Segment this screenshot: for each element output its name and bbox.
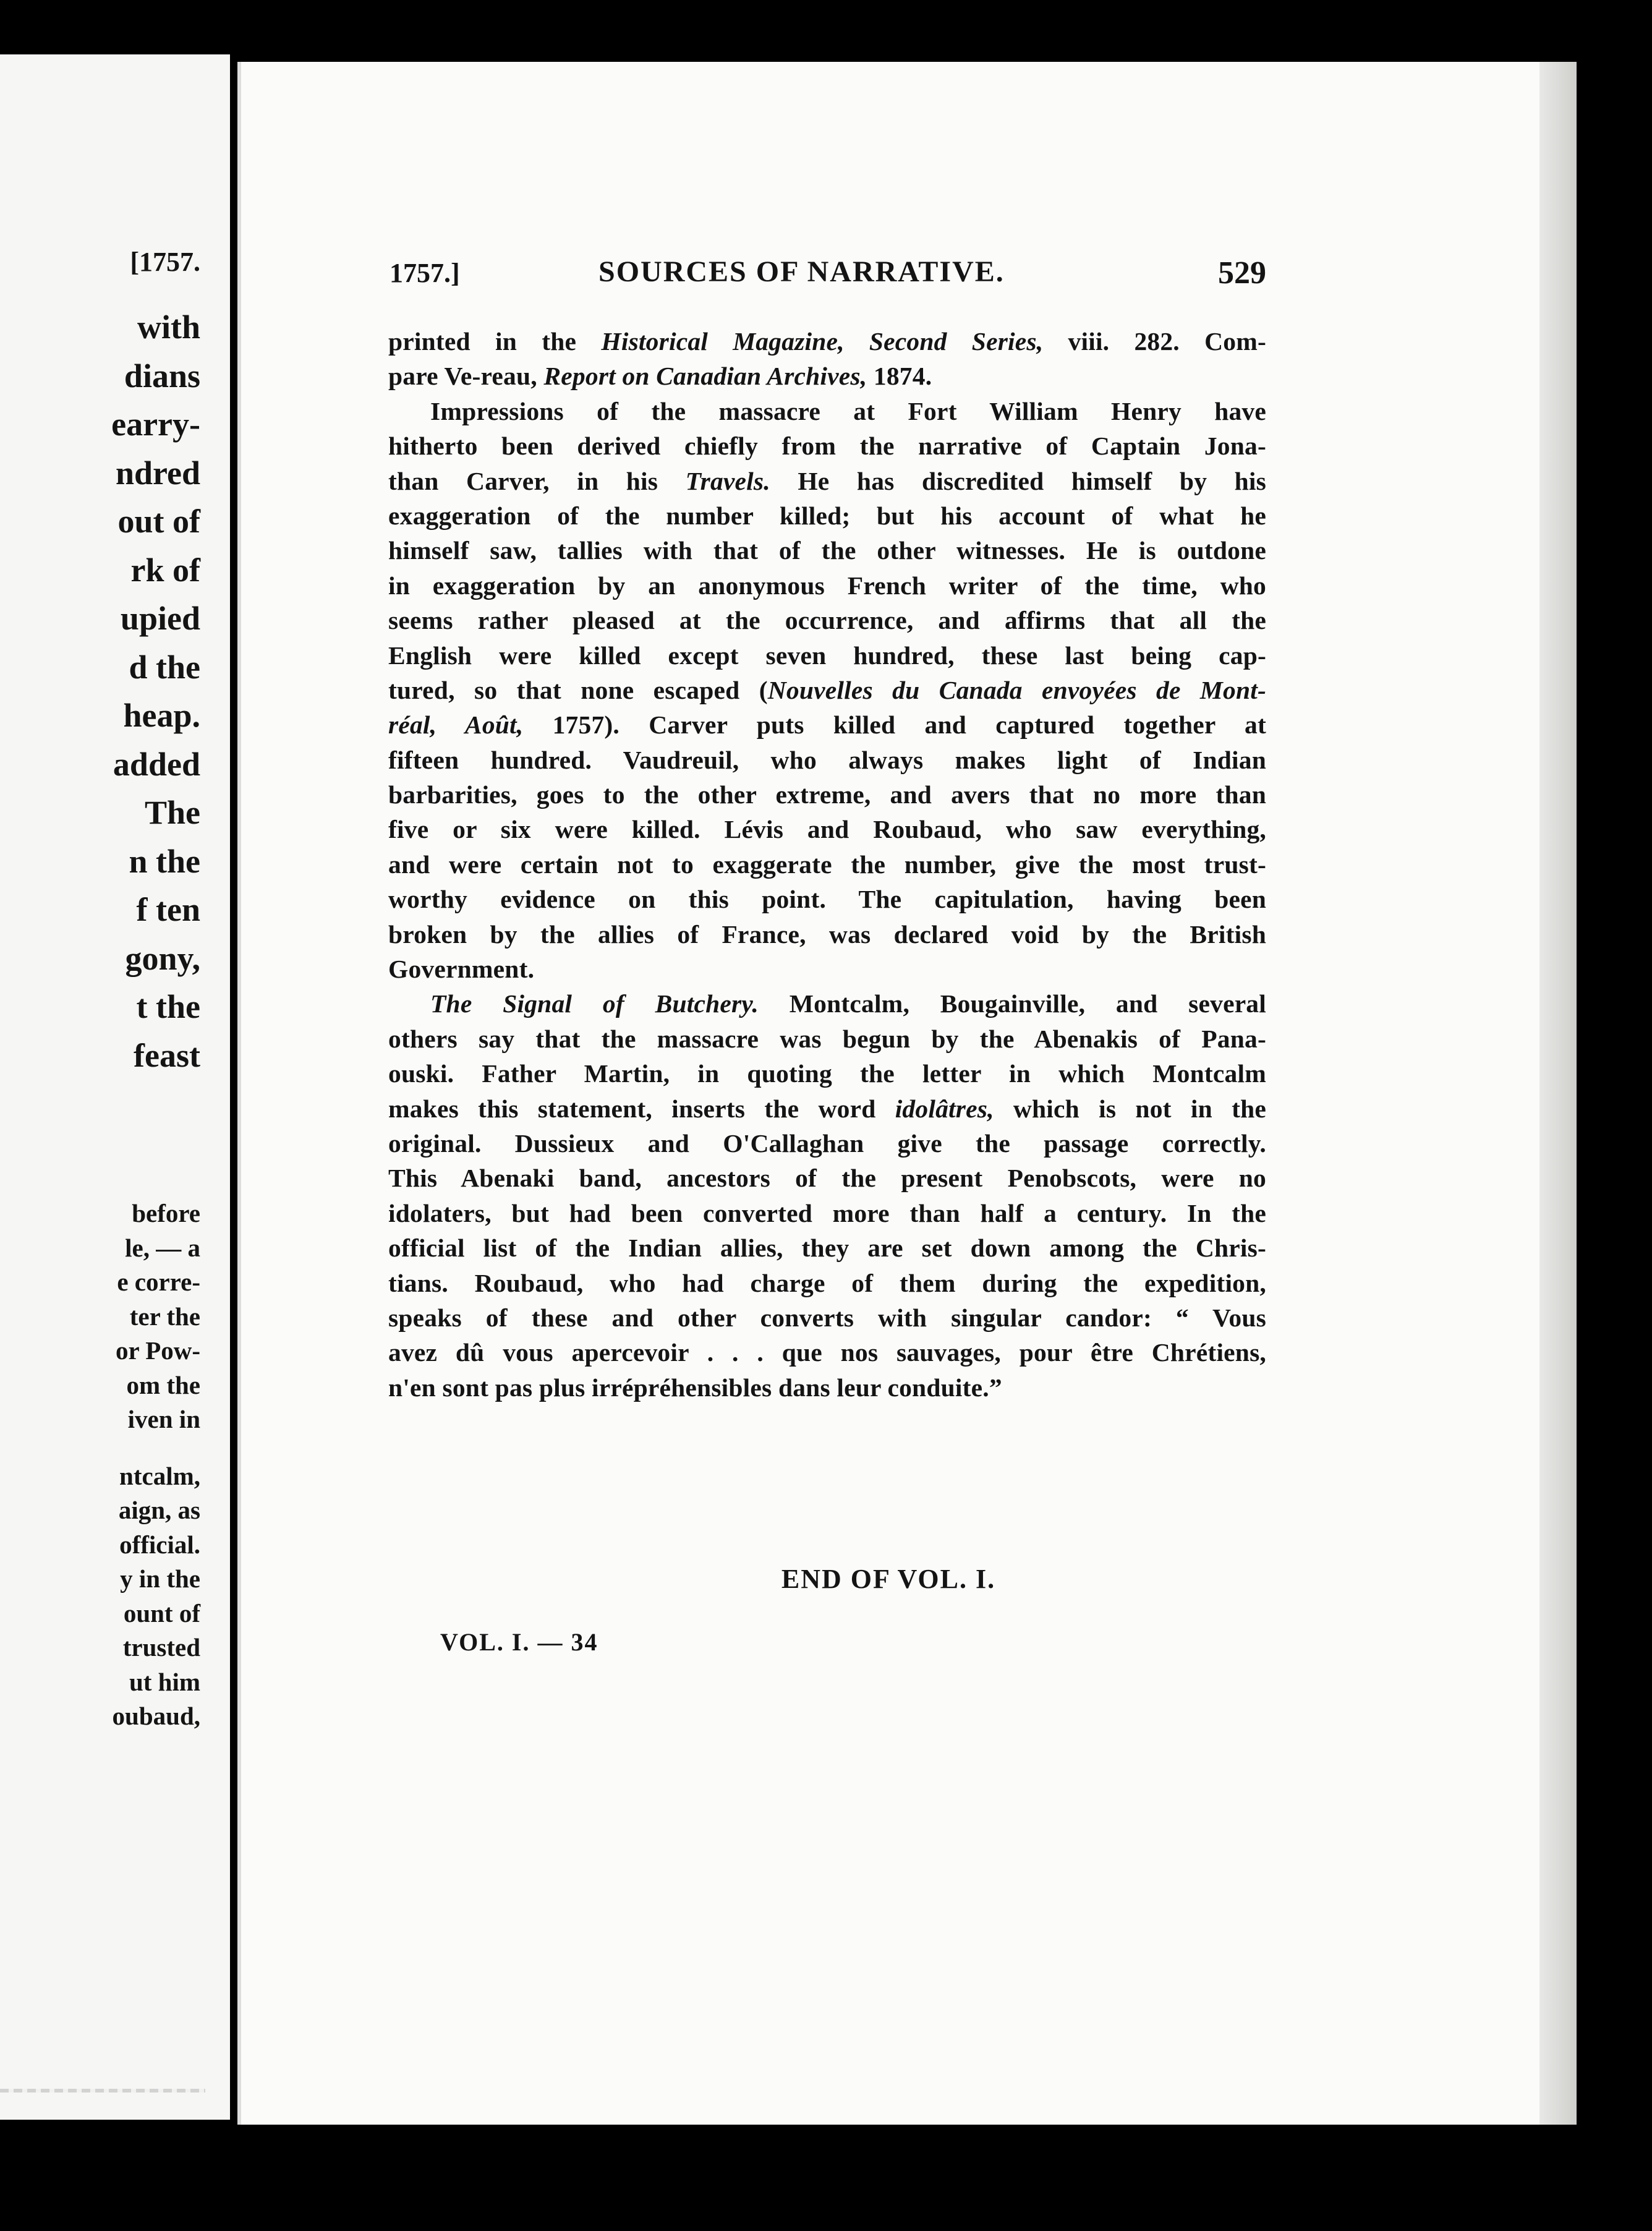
left-page-line: before xyxy=(132,1199,200,1227)
left-page-line: ntcalm, xyxy=(119,1461,200,1490)
text-line: speaks of these and other converts with singular candor: “ Vous xyxy=(388,1303,1266,1332)
text-line: ouski. Father Martin, in quoting the letter in which Montcalm xyxy=(388,1059,1266,1088)
left-page-line: ount of xyxy=(123,1598,200,1627)
end-of-volume: END OF VOL. I. xyxy=(781,1564,996,1594)
left-page-line: dians xyxy=(124,357,200,395)
text-line: fifteen hundred. Vaudreuil, who always makes light of Indian xyxy=(388,745,1266,774)
left-page-line: oubaud, xyxy=(112,1702,200,1730)
header-title: SOURCES OF NARRATIVE. xyxy=(598,255,1005,288)
text-line: others say that the massacre was begun by the Abenakis of Pana- xyxy=(388,1024,1266,1053)
left-page-line: out of xyxy=(117,503,200,540)
text-line: idolaters, but had been converted more than half a century. In the xyxy=(388,1198,1266,1227)
page-gutter xyxy=(237,62,241,2125)
left-page-line: e corre- xyxy=(117,1268,200,1296)
left-page-line: d the xyxy=(129,648,200,686)
text-line: n'en sont pas plus irrépréhensibles dans leur conduite.” xyxy=(388,1373,1002,1402)
left-page-line: heap. xyxy=(123,697,200,734)
left-page-line: ndred xyxy=(115,454,200,492)
page-edge xyxy=(1539,62,1577,2125)
left-page-line: t the xyxy=(136,988,200,1025)
text-line: hitherto been derived chiefly from the narrative of Captain Jona- xyxy=(388,432,1266,461)
left-page-line: om the xyxy=(126,1370,200,1399)
left-page-line: official. xyxy=(119,1530,200,1559)
left-page-line: f ten xyxy=(136,891,200,928)
left-page-line: or Pow- xyxy=(115,1336,200,1365)
facing-page-left xyxy=(0,54,230,2120)
left-page-line: added xyxy=(113,745,200,783)
text-line: The Signal of Butchery. Montcalm, Bougainville, and several xyxy=(430,989,1266,1018)
text-line: Government. xyxy=(388,955,535,984)
text-line: makes this statement, inserts the word idolâtres, which is not in the xyxy=(388,1094,1266,1123)
left-page-line: The xyxy=(144,794,200,831)
text-line: himself saw, tallies with that of the other witnesses. He is outdone xyxy=(388,536,1266,565)
left-page-line: ut him xyxy=(129,1667,200,1696)
left-page-line: with xyxy=(137,309,200,346)
text-line: worthy evidence on this point. The capitulation, having been xyxy=(388,885,1266,914)
text-line: exaggeration of the number killed; but his account of what he xyxy=(388,501,1266,530)
text-line: in exaggeration by an anonymous French writer of the time, who xyxy=(388,571,1266,600)
text-line: Impressions of the massacre at Fort William Henry have xyxy=(430,396,1266,425)
left-page-line: gony, xyxy=(125,939,200,977)
text-line: English were killed except seven hundred, these last being cap- xyxy=(388,641,1266,670)
text-line: barbarities, goes to the other extreme, and avers that no more than xyxy=(388,780,1266,809)
page-number: 529 xyxy=(1218,255,1266,291)
text-line: broken by the allies of France, was declared void by the British xyxy=(388,919,1266,949)
text-line: seems rather pleased at the occurrence, and affirms that all the xyxy=(388,606,1266,635)
left-page-line: rk of xyxy=(130,551,200,589)
left-page-header: [1757. xyxy=(130,247,200,277)
left-page-line: feast xyxy=(134,1036,200,1074)
text-line: printed in the Historical Magazine, Second Series, viii. 282. Com- xyxy=(388,327,1266,356)
text-line: original. Dussieux and O'Callaghan give the passage correctly. xyxy=(388,1128,1266,1158)
page xyxy=(237,62,1539,2125)
left-page-line: upied xyxy=(120,600,200,637)
body-text xyxy=(388,324,1266,1405)
left-page-line: ter the xyxy=(129,1302,200,1331)
text-line: five or six were killed. Lévis and Roubaud, who saw everything, xyxy=(388,815,1266,844)
left-page-line: le, — a xyxy=(125,1233,200,1262)
signature-mark: VOL. I. — 34 xyxy=(440,1628,598,1656)
text-line: and were certain not to exaggerate the number, give the most trust- xyxy=(388,850,1266,879)
text-line: official list of the Indian allies, they are set down among the Chris- xyxy=(388,1234,1266,1263)
text-line: This Abenaki band, ancestors of the present Penobscots, were no xyxy=(388,1164,1266,1193)
text-line: réal, Août, 1757). Carver puts killed and captured together at xyxy=(388,710,1266,740)
text-line: tians. Roubaud, who had charge of them during the expedition, xyxy=(388,1268,1266,1297)
left-page-line: n the xyxy=(129,842,200,880)
running-header xyxy=(390,255,1266,294)
left-page-line: trusted xyxy=(122,1633,200,1662)
text-line: pare Ve-reau, Report on Canadian Archives, 1874. xyxy=(388,362,932,391)
header-year: 1757.] xyxy=(390,258,460,288)
text-line: than Carver, in his Travels. He has discredited himself by his xyxy=(388,466,1266,495)
left-page-bottom-rule xyxy=(0,2089,205,2092)
left-page-line: iven in xyxy=(127,1405,200,1433)
text-line: tured, so that none escaped (Nouvelles du Canada envoyées de Mont- xyxy=(388,675,1266,704)
left-page-line: earry- xyxy=(111,406,200,443)
left-page-line: aign, as xyxy=(118,1496,200,1524)
left-page-line: y in the xyxy=(120,1564,200,1593)
text-line: avez dû vous apercevoir . . . que nos sauvages, pour être Chrétiens, xyxy=(388,1338,1266,1367)
